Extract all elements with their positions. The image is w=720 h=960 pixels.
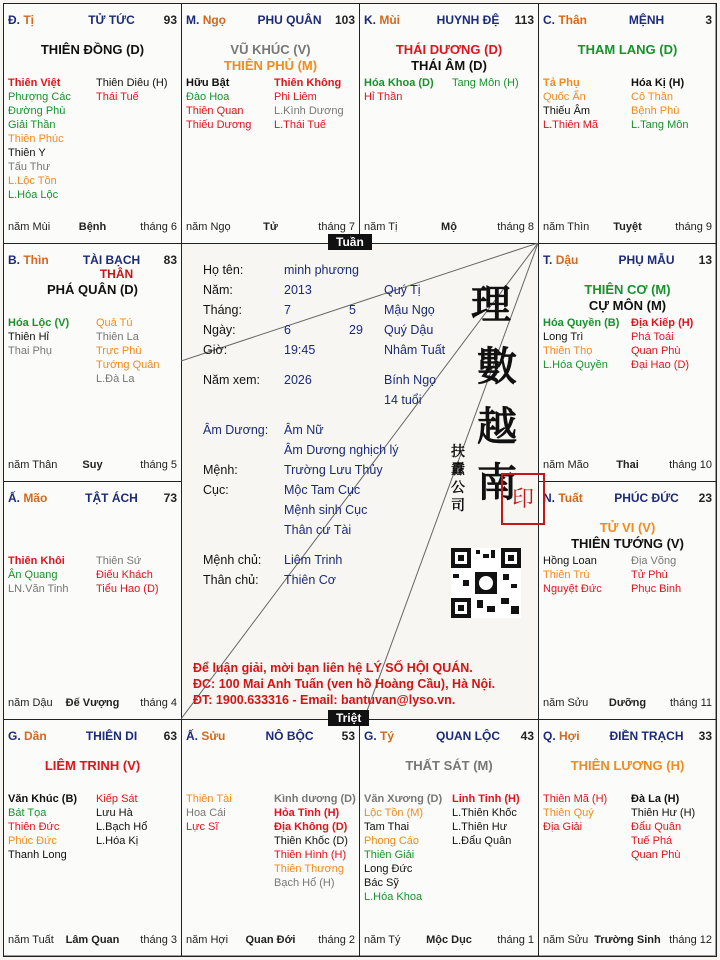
- qr-code-icon[interactable]: [451, 548, 521, 618]
- minor-star: Kiếp Sát: [96, 793, 138, 805]
- main-star: PHÁ QUÂN (D): [47, 282, 138, 297]
- footer-year: năm Hợi: [186, 934, 229, 946]
- stars-right: [96, 792, 147, 848]
- minor-star: Hóa Quyền (B): [543, 317, 620, 329]
- menh-value: Trường Lưu Thủy: [284, 463, 383, 477]
- footer-year: năm Sửu: [543, 697, 589, 709]
- small-calligraphy: [451, 443, 465, 515]
- footer-year: năm Ngọ: [186, 221, 231, 233]
- palace-ngo[interactable]: [181, 3, 360, 244]
- stars-right: [274, 76, 344, 132]
- palace-branch: N. Tuất: [543, 491, 583, 505]
- than-chu-value: Thiên Cơ: [284, 573, 336, 587]
- minor-star: Hóa Kị (H): [631, 77, 685, 89]
- footer-month: tháng 10: [669, 459, 712, 471]
- info-canchi: Mậu Ngọ: [384, 303, 435, 317]
- main-star: THIÊN PHỦ (M): [223, 58, 318, 73]
- palace-branch: G. Dần: [8, 729, 47, 743]
- info-value: 2013: [284, 283, 312, 297]
- palace-tuat[interactable]: [538, 481, 717, 720]
- minor-star: Đẩu Quân: [631, 821, 682, 833]
- palace-number: 43: [520, 729, 534, 743]
- palace-header: [364, 13, 534, 29]
- minor-star: Thiên Sứ: [96, 555, 142, 567]
- minor-star: Thiên Đức: [8, 821, 60, 833]
- footer-stage: Quan Đới: [245, 934, 296, 946]
- minor-star: Thiên Khôi: [8, 555, 65, 567]
- footer-year: năm Tý: [364, 934, 401, 946]
- stars-right: [631, 316, 693, 372]
- palace-number: 73: [163, 491, 177, 505]
- palace-number: 63: [163, 729, 177, 743]
- palace-number: 113: [514, 13, 534, 27]
- minor-star: Nguyệt Đức: [543, 583, 602, 595]
- contact-line-1: Để luận giải, mời bạn liên hệ LÝ SỐ HỘI QUÁN.: [193, 661, 473, 675]
- palace-branch: Ấ. Mão: [8, 491, 48, 505]
- main-star: THIÊN LƯƠNG (H): [570, 758, 685, 773]
- palace-name: NÔ BỘC: [265, 729, 314, 743]
- tuan-label: Tuần: [328, 234, 372, 250]
- info-label: Tháng:: [203, 303, 242, 317]
- minor-star: Địa Kiếp (H): [631, 317, 694, 329]
- minor-star: Phi Liêm: [274, 91, 317, 103]
- minor-star: Thiếu Dương: [186, 119, 252, 131]
- palace-header: [8, 491, 177, 507]
- stars-left: [8, 316, 69, 358]
- palace-header: [543, 253, 712, 269]
- stars-left: [543, 554, 602, 596]
- minor-star: Quả Tú: [96, 317, 133, 329]
- palace-mao[interactable]: [3, 481, 182, 720]
- stars-right: [452, 76, 519, 90]
- info-value: 7: [284, 303, 291, 317]
- info-canchi: Bính Ngọ: [384, 373, 437, 387]
- red-seal-stamp: 印: [501, 473, 545, 525]
- footer-year: năm Tuất: [8, 934, 54, 946]
- info-canchi: Quý Tị: [384, 283, 421, 297]
- minor-star: Thiên Thọ: [543, 345, 593, 357]
- footer-stage: Dưỡng: [608, 697, 647, 709]
- minor-star: LN.Văn Tinh: [8, 583, 69, 595]
- minor-star: Thiên Hình (H): [274, 849, 347, 861]
- minor-star: Đào Hoa: [186, 91, 230, 103]
- palace-footer: [186, 934, 355, 948]
- footer-year: năm Thân: [8, 459, 58, 471]
- minor-star: Long Trì: [543, 331, 584, 343]
- minor-star: Thiên Không: [274, 77, 342, 89]
- minor-star: Thiên Việt: [8, 77, 61, 89]
- palace-footer: [543, 221, 712, 235]
- minor-star: L.Lộc Tồn: [8, 175, 57, 187]
- palace-header: [364, 729, 534, 745]
- palace-name: THIÊN DI: [85, 729, 138, 743]
- main-star: VŨ KHÚC (V): [230, 42, 311, 57]
- palace-header: [186, 729, 355, 745]
- minor-star: Thiên Y: [8, 147, 46, 159]
- info-label: Ngày:: [203, 323, 236, 337]
- footer-stage: Bệnh: [78, 221, 107, 233]
- minor-star: Bát Tọa: [8, 807, 47, 819]
- palace-number: 83: [163, 253, 177, 267]
- palace-name: MỆNH: [628, 13, 665, 27]
- main-star: THIÊN CƠ (M): [584, 282, 671, 297]
- footer-stage: Mộ: [441, 221, 457, 233]
- minor-star: L.Hóa Khoa: [364, 891, 423, 903]
- main-star: THẤT SÁT (M): [405, 758, 493, 773]
- info-canchi: Nhâm Tuất: [384, 343, 446, 357]
- stars-left: [186, 792, 232, 834]
- info-value: minh phương: [284, 263, 359, 277]
- minor-star: L.Đẩu Quân: [452, 835, 512, 847]
- minor-star: Thiên Trù: [543, 569, 590, 581]
- minor-star: Thiếu Âm: [543, 105, 591, 117]
- stars-right: [631, 76, 688, 132]
- minor-star: Quan Phù: [631, 849, 681, 861]
- than-cu: Thân cư Tài: [284, 523, 352, 537]
- stars-left: [543, 316, 619, 372]
- minor-star: L.Kình Dương: [274, 105, 344, 117]
- palace-footer: [8, 459, 177, 473]
- palace-footer: [543, 697, 712, 711]
- footer-month: tháng 6: [140, 221, 177, 233]
- minor-star: Bệnh Phù: [631, 105, 680, 117]
- palace-branch: Ấ. Sửu: [186, 729, 226, 743]
- main-star: THIÊN ĐỒNG (D): [40, 42, 145, 57]
- minor-star: Phượng Các: [8, 91, 71, 103]
- footer-month: tháng 9: [675, 221, 712, 233]
- palace-footer: [364, 934, 534, 948]
- minor-star: Cô Thần: [631, 91, 673, 103]
- stars-left: [8, 76, 71, 202]
- minor-star: Phúc Đức: [8, 835, 57, 847]
- minor-star: Lưu Hà: [96, 807, 133, 819]
- minor-star: Đường Phù: [8, 105, 66, 117]
- minor-star: Thiên Quan: [186, 105, 244, 117]
- palace-than[interactable]: [538, 3, 717, 244]
- info-label: Năm:: [203, 283, 233, 297]
- minor-star: Địa Giải: [543, 821, 583, 833]
- minor-star: Thiên Giải: [364, 849, 415, 861]
- menh-chu-value: Liêm Trinh: [284, 553, 343, 567]
- minor-star: Tả Phụ: [543, 77, 580, 89]
- palace-footer: [543, 934, 712, 948]
- am-duong-label: Âm Dương:: [203, 423, 269, 437]
- palace-name: TỬ TỨC: [88, 13, 135, 27]
- palace-branch: G. Tý: [364, 729, 395, 743]
- minor-star: Thiên La: [96, 331, 139, 343]
- minor-star: Tiểu Hao (D): [96, 583, 159, 595]
- stars-right: [96, 76, 168, 104]
- minor-star: Tam Thai: [364, 821, 410, 833]
- minor-star: Tuế Phá: [631, 835, 673, 847]
- footer-year: năm Thìn: [543, 221, 590, 233]
- minor-star: Tử Phù: [631, 569, 668, 581]
- minor-star: Bác Sỹ: [364, 877, 399, 889]
- minor-star: Thiên Hư (H): [631, 807, 696, 819]
- palace-footer: [8, 221, 177, 235]
- minor-star: Thiên Thương: [274, 863, 345, 875]
- stars-right: [96, 316, 160, 386]
- palace-header: [543, 729, 712, 745]
- main-star: LIÊM TRINH (V): [44, 758, 141, 773]
- footer-stage: Thai: [616, 459, 639, 471]
- main-star: TỬ VI (V): [599, 520, 656, 535]
- minor-star: L.Thiên Hư: [452, 821, 508, 833]
- minor-star: Thiên Khốc (D): [274, 835, 348, 847]
- info-label: Giờ:: [203, 343, 228, 357]
- minor-star: Long Đức: [364, 863, 413, 875]
- palace-footer: [186, 221, 355, 235]
- palace-number: 13: [698, 253, 712, 267]
- palace-name: PHÚC ĐỨC: [614, 491, 679, 505]
- palace-number: 23: [698, 491, 712, 505]
- footer-month: tháng 4: [140, 697, 177, 709]
- footer-year: năm Sửu: [543, 934, 589, 946]
- palace-branch: B. Thìn: [8, 253, 49, 267]
- minor-star: L.Thiên Khốc: [452, 807, 517, 819]
- stars-left: [8, 554, 69, 596]
- minor-star: Phong Cáo: [364, 835, 420, 847]
- menh-label: Mệnh:: [203, 463, 238, 477]
- minor-star: Thiên Mã (H): [543, 793, 608, 805]
- palace-header: [186, 13, 355, 29]
- minor-star: L.Tang Môn: [631, 119, 689, 131]
- minor-star: L.Bạch Hổ: [96, 821, 148, 833]
- minor-star: Linh Tinh (H): [452, 793, 520, 805]
- info-canchi: 14 tuổi: [384, 393, 422, 407]
- minor-star: Hóa Lộc (V): [8, 317, 70, 329]
- palace-header: [543, 491, 712, 507]
- minor-star: Hỉ Thần: [364, 91, 403, 103]
- palace-branch: M. Ngọ: [186, 13, 227, 27]
- calligraphy-char-1: 理: [471, 281, 511, 328]
- stars-right: [452, 792, 520, 848]
- minor-star: Phục Binh: [631, 583, 682, 595]
- palace-name: TẬT ÁCH: [85, 491, 138, 505]
- footer-stage: Trường Sinh: [594, 934, 661, 946]
- footer-stage: Tử: [263, 221, 278, 233]
- palace-dau[interactable]: [538, 243, 717, 482]
- palace-footer: [364, 221, 534, 235]
- minor-star: Tấu Thư: [8, 161, 51, 173]
- minor-star: Kình dương (D): [274, 793, 356, 805]
- stars-right: [631, 554, 681, 596]
- main-star: THAM LANG (D): [577, 42, 678, 57]
- small-callig-2: 纛: [451, 462, 465, 478]
- minor-star: Thiên Phúc: [8, 133, 64, 145]
- stars-right: [631, 792, 695, 862]
- palace-number: 33: [698, 729, 712, 743]
- footer-year: năm Dậu: [8, 697, 53, 709]
- palace-number: 53: [341, 729, 355, 743]
- main-star: THÁI ÂM (D): [411, 58, 487, 73]
- minor-star: Trực Phù: [96, 345, 142, 357]
- footer-month: tháng 2: [318, 934, 355, 946]
- footer-stage: Mộc Dục: [426, 934, 472, 946]
- palace-hoi[interactable]: [538, 719, 717, 957]
- minor-star: Thiên Tài: [186, 793, 232, 805]
- palace-header: [8, 13, 177, 29]
- palace-footer: [8, 697, 177, 711]
- footer-stage: Suy: [82, 459, 103, 471]
- stars-right: [96, 554, 159, 596]
- palace-header: [543, 13, 712, 29]
- footer-month: tháng 5: [140, 459, 177, 471]
- small-callig-3: 公: [451, 480, 465, 496]
- minor-star: L.Hóa Lộc: [8, 189, 59, 201]
- info-label: Họ tên:: [203, 263, 244, 277]
- palace-name: HUYNH ĐỆ: [436, 13, 500, 27]
- main-star: CỰ MÔN (M): [588, 298, 667, 313]
- cuc-value: Mộc Tam Cục: [284, 483, 361, 497]
- minor-star: Thiên Diêu (H): [96, 77, 168, 89]
- triet-label: Triệt: [328, 710, 369, 726]
- stars-left: [543, 792, 607, 834]
- minor-star: Thiên Quý: [543, 807, 594, 819]
- stars-left: [543, 76, 598, 132]
- minor-star: Lực Sĩ: [186, 821, 219, 833]
- minor-star: Lộc Tồn (M): [364, 807, 424, 819]
- minor-star: Bạch Hổ (H): [274, 877, 335, 889]
- info-lunar: 29: [349, 323, 363, 337]
- palace-ti[interactable]: [359, 719, 539, 957]
- palace-name: PHU QUÂN: [257, 13, 322, 27]
- minor-star: Đà La (H): [631, 793, 680, 805]
- minor-star: Thai Phụ: [8, 345, 53, 357]
- center-panel: [181, 243, 538, 719]
- palace-mui[interactable]: [359, 3, 539, 244]
- calligraphy-char-2: 數: [477, 343, 517, 390]
- footer-month: tháng 1: [497, 934, 534, 946]
- info-label: Năm xem:: [203, 373, 260, 387]
- minor-star: Địa Võng: [631, 555, 677, 567]
- menh-chu-label: Mệnh chủ:: [203, 553, 262, 567]
- palace-branch: K. Mùi: [364, 13, 401, 27]
- main-star: THIÊN TƯỚNG (V): [571, 536, 684, 551]
- palace-number: 93: [163, 13, 177, 27]
- footer-month: tháng 7: [318, 221, 355, 233]
- minor-star: Hóa Khoa (D): [364, 77, 434, 89]
- footer-month: tháng 11: [669, 697, 712, 709]
- minor-star: Địa Không (D): [274, 821, 348, 833]
- palace-header: [8, 729, 177, 745]
- minor-star: Ân Quang: [8, 569, 58, 581]
- footer-month: tháng 8: [497, 221, 534, 233]
- minor-star: Phá Toái: [631, 331, 674, 343]
- minor-star: Điếu Khách: [96, 569, 153, 581]
- calligraphy-char-3: 越: [477, 403, 517, 450]
- palace-dan[interactable]: [3, 719, 182, 957]
- minor-star: L.Hóa Kị: [96, 835, 139, 847]
- calligraphy-char-4: 南: [477, 459, 517, 506]
- minor-star: Đại Hao (D): [631, 359, 690, 371]
- am-duong-value: Âm Nữ: [284, 423, 324, 437]
- minor-star: Tướng Quân: [96, 359, 160, 371]
- info-value: 6: [284, 323, 291, 337]
- minor-star: Hữu Bật: [186, 77, 230, 89]
- minor-star: L.Thiên Mã: [543, 119, 599, 131]
- minor-star: L.Thái Tuế: [274, 119, 326, 131]
- cuc-label: Cục:: [203, 483, 229, 497]
- palace-name: TÀI BẠCH THÂN: [82, 253, 141, 281]
- minor-star: Thái Tuế: [96, 91, 139, 103]
- palace-branch: Đ. Tị: [8, 13, 35, 27]
- stars-left: [364, 792, 442, 904]
- palace-name: ĐIỀN TRẠCH: [609, 729, 684, 743]
- info-value: 19:45: [284, 343, 316, 357]
- footer-month: tháng 12: [669, 934, 712, 946]
- stars-left: [364, 76, 434, 104]
- stars-right: [274, 792, 356, 890]
- minor-star: Thanh Long: [8, 849, 67, 861]
- minor-star: Tang Môn (H): [452, 77, 519, 89]
- minor-star: L.Đà La: [96, 373, 135, 385]
- footer-stage: Đế Vượng: [65, 697, 120, 709]
- palace-suu[interactable]: [181, 719, 360, 957]
- minor-star: Giải Thần: [8, 119, 56, 131]
- palace-footer: [8, 934, 177, 948]
- palace-thin[interactable]: [3, 243, 182, 482]
- minor-star: Thiên Hỉ: [8, 331, 49, 343]
- small-callig-1: 扶: [451, 444, 465, 460]
- minor-star: Văn Khúc (B): [8, 793, 78, 805]
- am-duong-rule: Âm Dương nghịch lý: [284, 443, 399, 457]
- minor-star: Văn Xương (D): [364, 793, 443, 805]
- minor-star: Quốc Ấn: [543, 91, 586, 103]
- palace-branch: C. Thân: [543, 13, 588, 27]
- cuc-relation: Mệnh sinh Cục: [284, 503, 368, 517]
- footer-year: năm Tị: [364, 221, 398, 233]
- stars-left: [186, 76, 251, 132]
- contact-phone-email[interactable]: ĐT: 1900.633316 - Email: bantuvan@lyso.vn.: [193, 693, 456, 707]
- palace-name: PHỤ MẪU: [618, 253, 675, 267]
- palace-number: 3: [705, 13, 712, 27]
- footer-stage: Tuyệt: [613, 221, 642, 233]
- main-star: THÁI DƯƠNG (D): [395, 42, 503, 57]
- palace-ty[interactable]: [3, 3, 182, 244]
- palace-footer: [543, 459, 712, 473]
- info-canchi: Quý Dậu: [384, 323, 434, 337]
- minor-star: Hồng Loan: [543, 555, 597, 567]
- footer-stage: Lâm Quan: [65, 934, 120, 946]
- stars-left: [8, 792, 77, 862]
- palace-number: 103: [334, 13, 355, 27]
- contact-address: ĐC: 100 Mai Anh Tuấn (ven hồ Hoàng Cầu), Hà Nội.: [193, 677, 496, 691]
- footer-year: năm Mùi: [8, 221, 51, 233]
- palace-branch: Q. Hợi: [543, 729, 580, 743]
- minor-star: L.Hóa Quyền: [543, 359, 608, 371]
- footer-month: tháng 3: [140, 934, 177, 946]
- minor-star: Hoa Cái: [186, 807, 226, 819]
- palace-name: QUAN LỘC: [436, 729, 500, 743]
- than-chu-label: Thân chủ:: [203, 573, 259, 587]
- minor-star: Hỏa Tinh (H): [274, 807, 340, 819]
- minor-star: Quan Phù: [631, 345, 681, 357]
- info-value: 2026: [284, 373, 312, 387]
- footer-year: năm Mão: [543, 459, 589, 471]
- small-callig-4: 司: [451, 498, 465, 514]
- palace-branch: T. Dậu: [543, 253, 579, 267]
- palace-header: [8, 253, 177, 281]
- info-lunar: 5: [349, 303, 356, 317]
